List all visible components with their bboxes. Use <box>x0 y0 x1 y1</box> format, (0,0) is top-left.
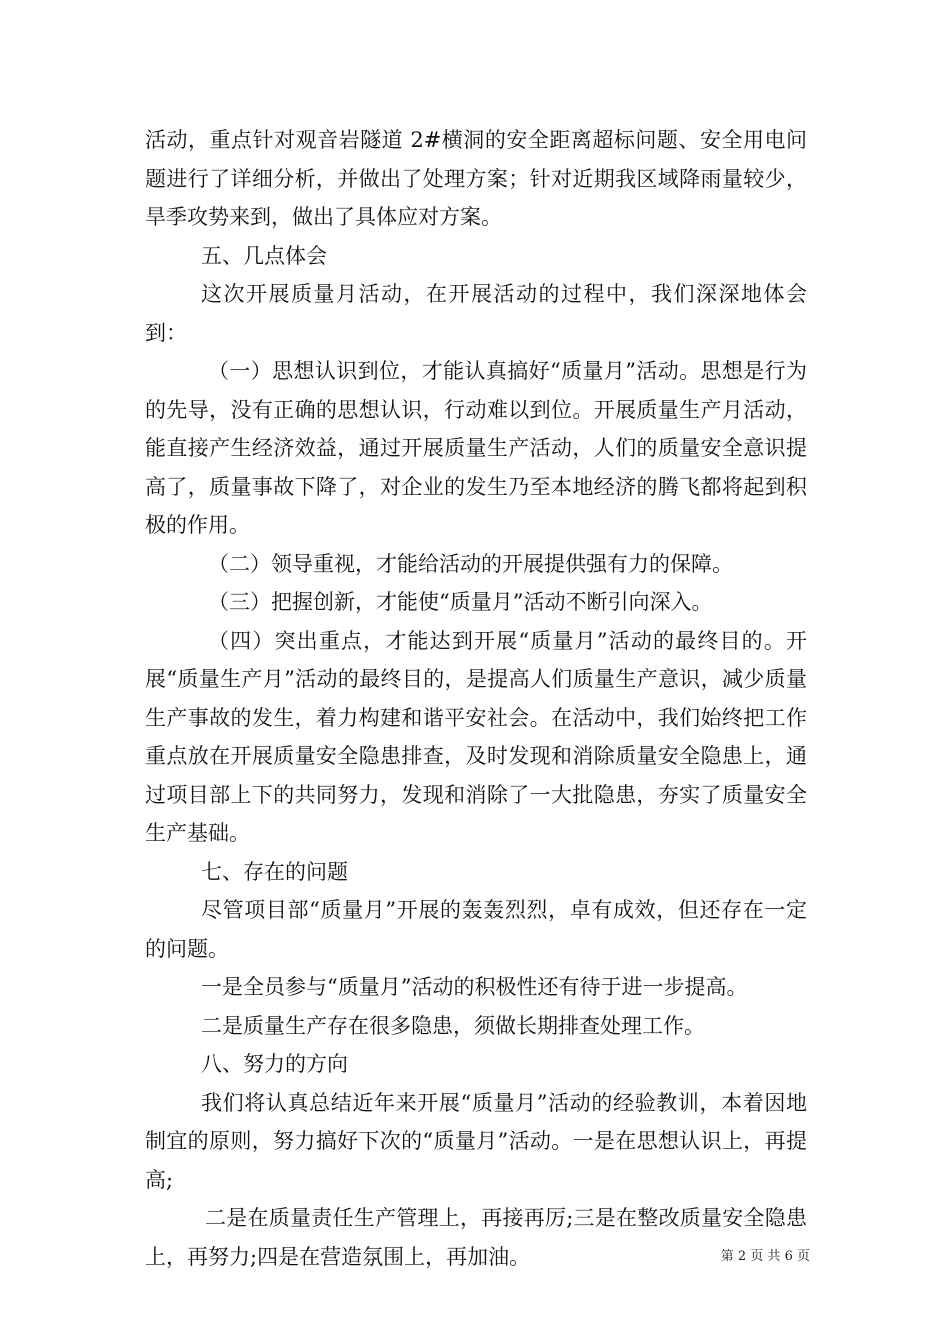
paragraph: 二是质量生产存在很多隐患，须做长期排查处理工作。 <box>201 1013 705 1038</box>
section-heading-eight: 八、努力的方向 <box>201 1052 348 1076</box>
paragraph: （一）思想认识到位，才能认真搞好“质量月”活动。思想是行为的先导，没有正确的思想认识，行动难以到位。开展质量生产月活动，能直接产生经济效益，通过开展质量生产活动，人们的质量安全意识提高了，质量事故下降了，对企业的发生乃至本地经济的腾飞都将起到积极的作用。 <box>145 359 807 537</box>
paragraph: （三）把握创新，才能使“质量月”活动不断引向深入。 <box>208 590 713 614</box>
paragraph: 一是全员参与“质量月”活动的积极性还有待于进一步提高。 <box>201 975 748 999</box>
paragraph: 尽管项目部“质量月”开展的轰轰烈烈，卓有成效，但还存在一定的问题。 <box>145 898 807 961</box>
page-number-footer: 第 2 页 共 6 页 <box>720 1249 810 1264</box>
section-heading-seven: 七、存在的问题 <box>201 859 348 884</box>
paragraph: 二是在质量责任生产管理上，再接再厉;三是在整改质量安全隐患上，再努力;四是在营造氛围上，再加油。 <box>145 1206 807 1269</box>
paragraph: 我们将认真总结近年来开展“质量月”活动的经验教训，本着因地制宜的原则，努力搞好下次的“质量月”活动。一是在思想认识上，再提高; <box>145 1090 807 1192</box>
document-body <box>145 121 807 1276</box>
paragraph: 活动，重点针对观音岩隧道 2#横洞的安全距离超标问题、安全用电问题进行了详细分析，并做出了处理方案；针对近期我区域降雨量较少，旱季攻势来到，做出了具体应对方案。 <box>145 128 807 229</box>
section-heading-five: 五、几点体会 <box>201 243 327 268</box>
paragraph: （四）突出重点，才能达到开展“质量月”活动的最终目的。开展“质量生产月”活动的最终目的，是提高人们质量生产意识，减少质量生产事故的发生，着力构建和谐平安社会。在活动中，我们始终把工作重点放在开展质量安全隐患排查，及时发现和消除质量安全隐患上，通过项目部上下的共同努力，发现和消除了一大批隐患，夯实了质量安全生产基础。 <box>145 628 807 845</box>
paragraph: 这次开展质量月活动，在开展活动的过程中，我们深深地体会到： <box>145 282 807 345</box>
paragraph: （二）领导重视，才能给活动的开展提供强有力的保障。 <box>208 551 733 576</box>
